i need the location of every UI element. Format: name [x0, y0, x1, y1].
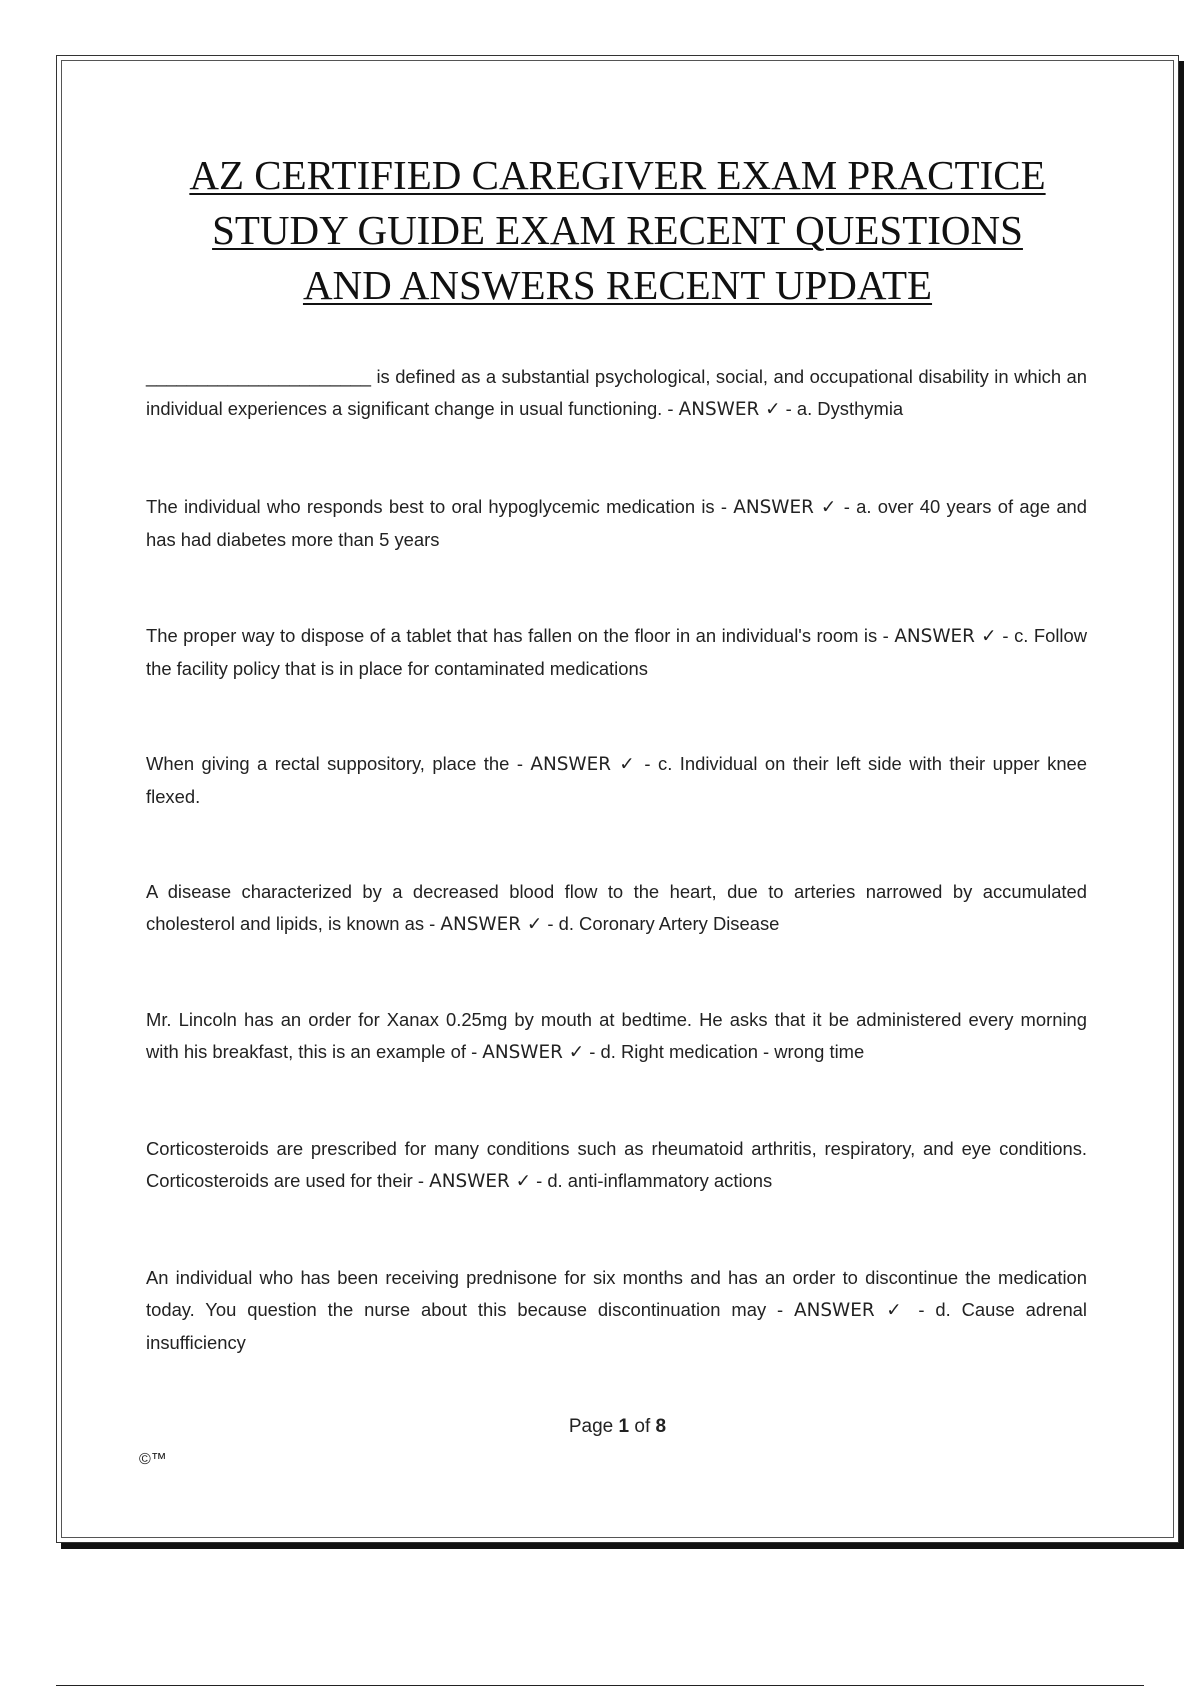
qa-item: Corticosteroids are prescribed for many conditions such as rheumatoid arthritis, respiratory, and eye conditions. Corticosteroids are used for their - ANSWER ✓ - d. anti-inflammatory actions [146, 1138, 1087, 1192]
answer-marker: ANSWER ✓ [482, 1042, 585, 1063]
page-current: 1 [618, 1416, 630, 1437]
answer-marker: ANSWER ✓ [530, 754, 637, 775]
question-text: A disease characterized by a decreased blood flow to the heart, due to arteries narrowed by accumulated cholesterol and lipids, is known as [146, 881, 1087, 934]
qa-item: ______________________ is defined as a substantial psychological, social, and occupational disability in which an individual experiences a significant change in usual functioning. - ANSWER ✓ - a. Dysthymia [146, 366, 1087, 420]
bottom-divider [56, 1685, 1144, 1686]
question-text: When giving a rectal suppository, place the [146, 753, 510, 774]
question-text: Corticosteroids are prescribed for many conditions such as rheumatoid arthritis, respiratory, and eye conditions. Corticosteroids are used for their [146, 1138, 1087, 1191]
answer-marker: ANSWER ✓ [678, 399, 781, 420]
title-line-2: STUDY GUIDE EXAM RECENT QUESTIONS [212, 207, 1023, 253]
answer-text: d. anti-inflammatory actions [547, 1170, 773, 1191]
answer-text: c. Follow the facility policy that is in place for contaminated medications [146, 625, 1088, 679]
question-text: An individual who has been receiving prednisone for six months and has an order to discontinue the medication today. You question the nurse about this because discontinuation may [146, 1267, 1087, 1320]
answer-text: d. Right medication - wrong time [600, 1041, 865, 1062]
qa-item: The proper way to dispose of a tablet that has fallen on the floor in an individual's room is - ANSWER ✓ - c. Follow the facility policy that is in place for contaminated medications [146, 625, 1088, 679]
answer-text: d. Coronary Artery Disease [558, 913, 780, 934]
qa-item: An individual who has been receiving prednisone for six months and has an order to discontinue the medication today. You question the nurse about this because discontinuation may - ANSWER ✓ - d. Cause adrenal insufficiency [146, 1267, 1088, 1353]
qa-item: The individual who responds best to oral hypoglycemic medication is - ANSWER ✓ - a. over 40 years of age and has had diabetes more than 5 years [146, 496, 1088, 550]
document-title [157, 148, 1078, 313]
title-line-1: AZ CERTIFIED CAREGIVER EXAM PRACTICE [189, 152, 1046, 198]
title-line-3: AND ANSWERS RECENT UPDATE [302, 262, 933, 308]
answer-text: c. Individual on their left side with their upper knee flexed. [146, 753, 1088, 807]
page-of: of [634, 1416, 651, 1437]
qa-item: Mr. Lincoln has an order for Xanax 0.25mg by mouth at bedtime. He asks that it be administered every morning with his breakfast, this is an example of - ANSWER ✓ - d. Right medication - wrong time [146, 1009, 1087, 1063]
answer-marker: ANSWER ✓ [440, 914, 543, 935]
qa-item: A disease characterized by a decreased blood flow to the heart, due to arteries narrowed by accumulated cholesterol and lipids, is known as - ANSWER ✓ - d. Coronary Artery Disease [146, 881, 1087, 935]
answer-marker: ANSWER ✓ [794, 1300, 908, 1321]
copyright-mark: ©™ [139, 1451, 167, 1468]
document-page [56, 55, 1179, 1543]
answer-marker: ANSWER ✓ [429, 1171, 531, 1192]
page-number [57, 1416, 1178, 1438]
answer-marker: ANSWER ✓ [733, 497, 838, 518]
page-label: Page [568, 1416, 614, 1437]
answer-text: d. Cause adrenal insufficiency [146, 1299, 1088, 1353]
answer-text: a. over 40 years of age and has had diabetes more than 5 years [146, 496, 1088, 550]
question-text: Mr. Lincoln has an order for Xanax 0.25mg by mouth at bedtime. He asks that it be administered every morning with his breakfast, this is an example of [146, 1009, 1087, 1062]
answer-marker: ANSWER ✓ [894, 626, 997, 647]
question-text: ______________________ is defined as a substantial psychological, social, and occupational disability in which an individual experiences a significant change in usual functioning. [146, 366, 1087, 419]
question-text: The proper way to dispose of a tablet that has fallen on the floor in an individual's room is [146, 625, 878, 646]
page-total: 8 [655, 1416, 667, 1437]
question-text: The individual who responds best to oral hypoglycemic medication is [146, 496, 715, 517]
qa-item: When giving a rectal suppository, place the - ANSWER ✓ - c. Individual on their left side with their upper knee flexed. [146, 753, 1088, 807]
answer-text: a. Dysthymia [796, 398, 904, 419]
